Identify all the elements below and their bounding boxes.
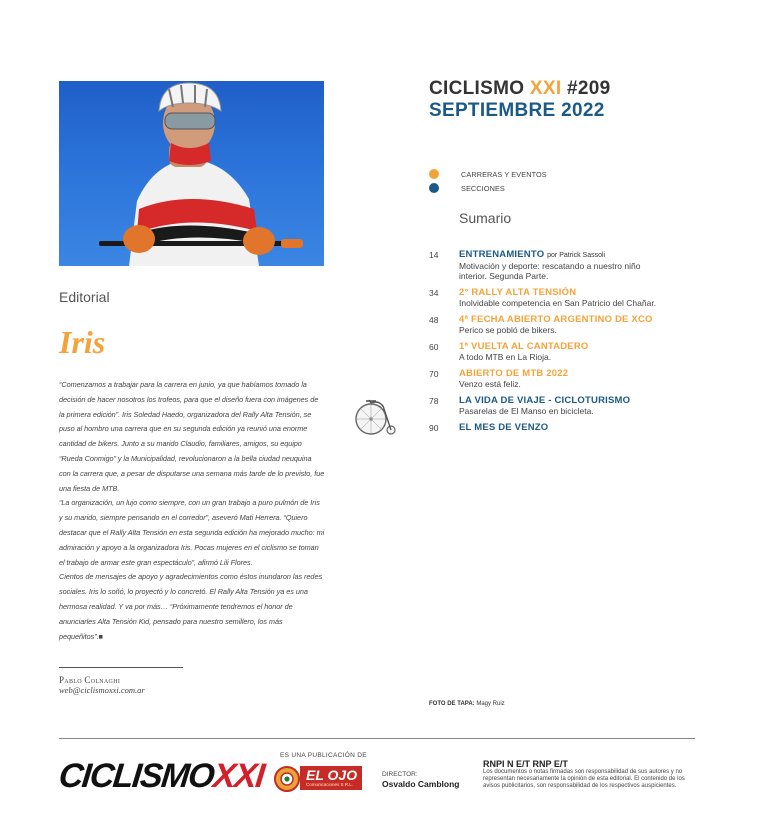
cover-credit-value: Magy Ruiz	[476, 701, 505, 707]
toc-description: Inolvidable competencia en San Patricio del Chañar.	[459, 298, 657, 308]
toc-description: Pasarelas de El Manso en bicicleta.	[459, 406, 594, 416]
author-name: Pablo Colnaghi	[59, 675, 121, 685]
editorial-title: Iris	[59, 324, 106, 360]
toc-page-number: 60	[429, 342, 439, 352]
eye-emblem-icon	[274, 764, 300, 794]
signature-divider	[59, 667, 183, 668]
logo-text: CICLISMO	[57, 757, 216, 795]
editorial-section-label: Editorial	[59, 289, 110, 305]
toc-page-number: 14	[429, 250, 439, 260]
color-legend	[429, 167, 547, 195]
editorial-body	[59, 378, 325, 644]
footer-divider	[59, 738, 695, 739]
el-ojo-logo	[274, 764, 366, 794]
toc-description: Perico se pobló de bikers.	[459, 325, 557, 335]
cover-photo-credit	[429, 701, 505, 707]
toc-page-number: 34	[429, 288, 439, 298]
magazine-masthead	[429, 78, 610, 122]
legend-item-events	[429, 167, 547, 181]
ciclismo-xxi-logo	[57, 755, 266, 797]
magazine-issue-line	[429, 78, 610, 100]
legal-disclaimer: Los documentos o notas firmadas son responsabilidad de sus autores y no representan necesariamente la opinión de esta editorial. El contenido de los avisos publicitarios, son responsabilidad de los respectivos auspicientes.	[483, 769, 685, 789]
toc-byline: por Patrick Sassoli	[547, 252, 606, 259]
toc-page-number: 70	[429, 369, 439, 379]
registration-title: RNPI N E/T RNP E/T	[483, 759, 568, 769]
logo-accent: XXI	[211, 757, 266, 795]
toc-page-number: 48	[429, 315, 439, 325]
sumario-heading: Sumario	[459, 210, 512, 226]
author-email[interactable]: web@ciclismoxxi.com.ar	[59, 685, 145, 695]
toc-title: 1ª VUELTA AL CANTADERO	[459, 341, 589, 352]
magazine-accent: XXI	[529, 78, 562, 99]
blue-dot-icon	[429, 183, 439, 193]
publisher-subtitle: Comunicaciones S.R.L.	[306, 782, 354, 787]
toc-title: 4ª FECHA ABIERTO ARGENTINO DE XCO	[459, 314, 653, 325]
toc-title: 2° RALLY ALTA TENSIÓN	[459, 287, 577, 298]
toc-title-line	[459, 249, 699, 261]
toc-page-number: 78	[429, 396, 439, 406]
publisher-badge	[300, 766, 362, 790]
toc-page-number: 90	[429, 423, 439, 433]
toc-title: LA VIDA DE VIAJE - CICLOTURISMO	[459, 395, 631, 406]
director-name: Osvaldo Camblong	[382, 779, 460, 789]
cover-credit-label: FOTO DE TAPA:	[429, 701, 475, 707]
toc-title: ENTRENAMIENTO	[459, 249, 545, 260]
toc-description: A todo MTB en La Rioja.	[459, 352, 552, 362]
magazine-name: CICLISMO	[429, 78, 525, 99]
publisher-name: EL OJO	[306, 767, 358, 783]
editorial-paragraph: “La organización, un lujo como siempre, con un gran trabajo a puro pulmón de Iris y su marido, siempre pensando en el corredor”, aseveró Mati Herrera. “Quiero destacar que el Rally Alta Tensión en esta segunda edición ha mejorado mucho: mi admiración y apoyo a la organizadora Iris. Pocas mujeres en el ciclismo se toman el trabajo de armar este gran espectáculo”, afirmó Lili Flores.	[59, 498, 325, 567]
legend-label: CARRERAS Y EVENTOS	[461, 169, 547, 179]
editorial-photo	[59, 81, 324, 266]
penny-farthing-bike-icon	[352, 392, 398, 438]
editorial-paragraph: “Comenzamos a trabajar para la carrera en junio, ya que habíamos tomado la decisión de hacer nosotros los trofeos, para que el diseño fuera con imágenes de la primera edición”. Iris Soledad Haedo, organizadora del Rally Alta Tensión, se puso al hombro una carrera que en su segunda edición ya reunió una enorme cantidad de bikers. Junto a su marido Claudio, familiares, amigos, su equipo “Rueda Conmigo” y la Municipalidad, revolucionaron a la bella ciudad neuquina con la carrera que, a pesar de disputarse una semana más tarde de lo previsto, fue una fiesta de MTB.	[59, 380, 325, 493]
publisher-caption: ES UNA PUBLICACIÓN DE	[280, 752, 367, 759]
cyclist-photo-illustration	[59, 81, 324, 266]
toc-description: Venzo está feliz.	[459, 379, 521, 389]
legend-item-sections	[429, 181, 547, 195]
orange-dot-icon	[429, 169, 439, 179]
toc-title: EL MES DE VENZO	[459, 422, 549, 433]
director-label: DIRECTOR:	[382, 771, 418, 778]
magazine-issue: #209	[567, 78, 611, 99]
editorial-paragraph: Cientos de mensajes de apoyo y agradecimientos como éstos inundaron las redes sociales. Iris lo soñó, lo proyectó y lo concretó. El Rally Alta Tensión ya es una hermosa realidad. Y va por más… “Próximamente tendremos el honor de anunciarles Alta Tensión Kid, pensado para nuestro semillero, los más pequeñitos”.■	[59, 572, 323, 641]
magazine-date: SEPTIEMBRE 2022	[429, 100, 605, 121]
legend-label: SECCIONES	[461, 183, 505, 193]
toc-description: Motivación y deporte: rescatando a nuestro niño interior. Segunda Parte.	[459, 261, 641, 281]
toc-title: ABIERTO DE MTB 2022	[459, 368, 569, 379]
